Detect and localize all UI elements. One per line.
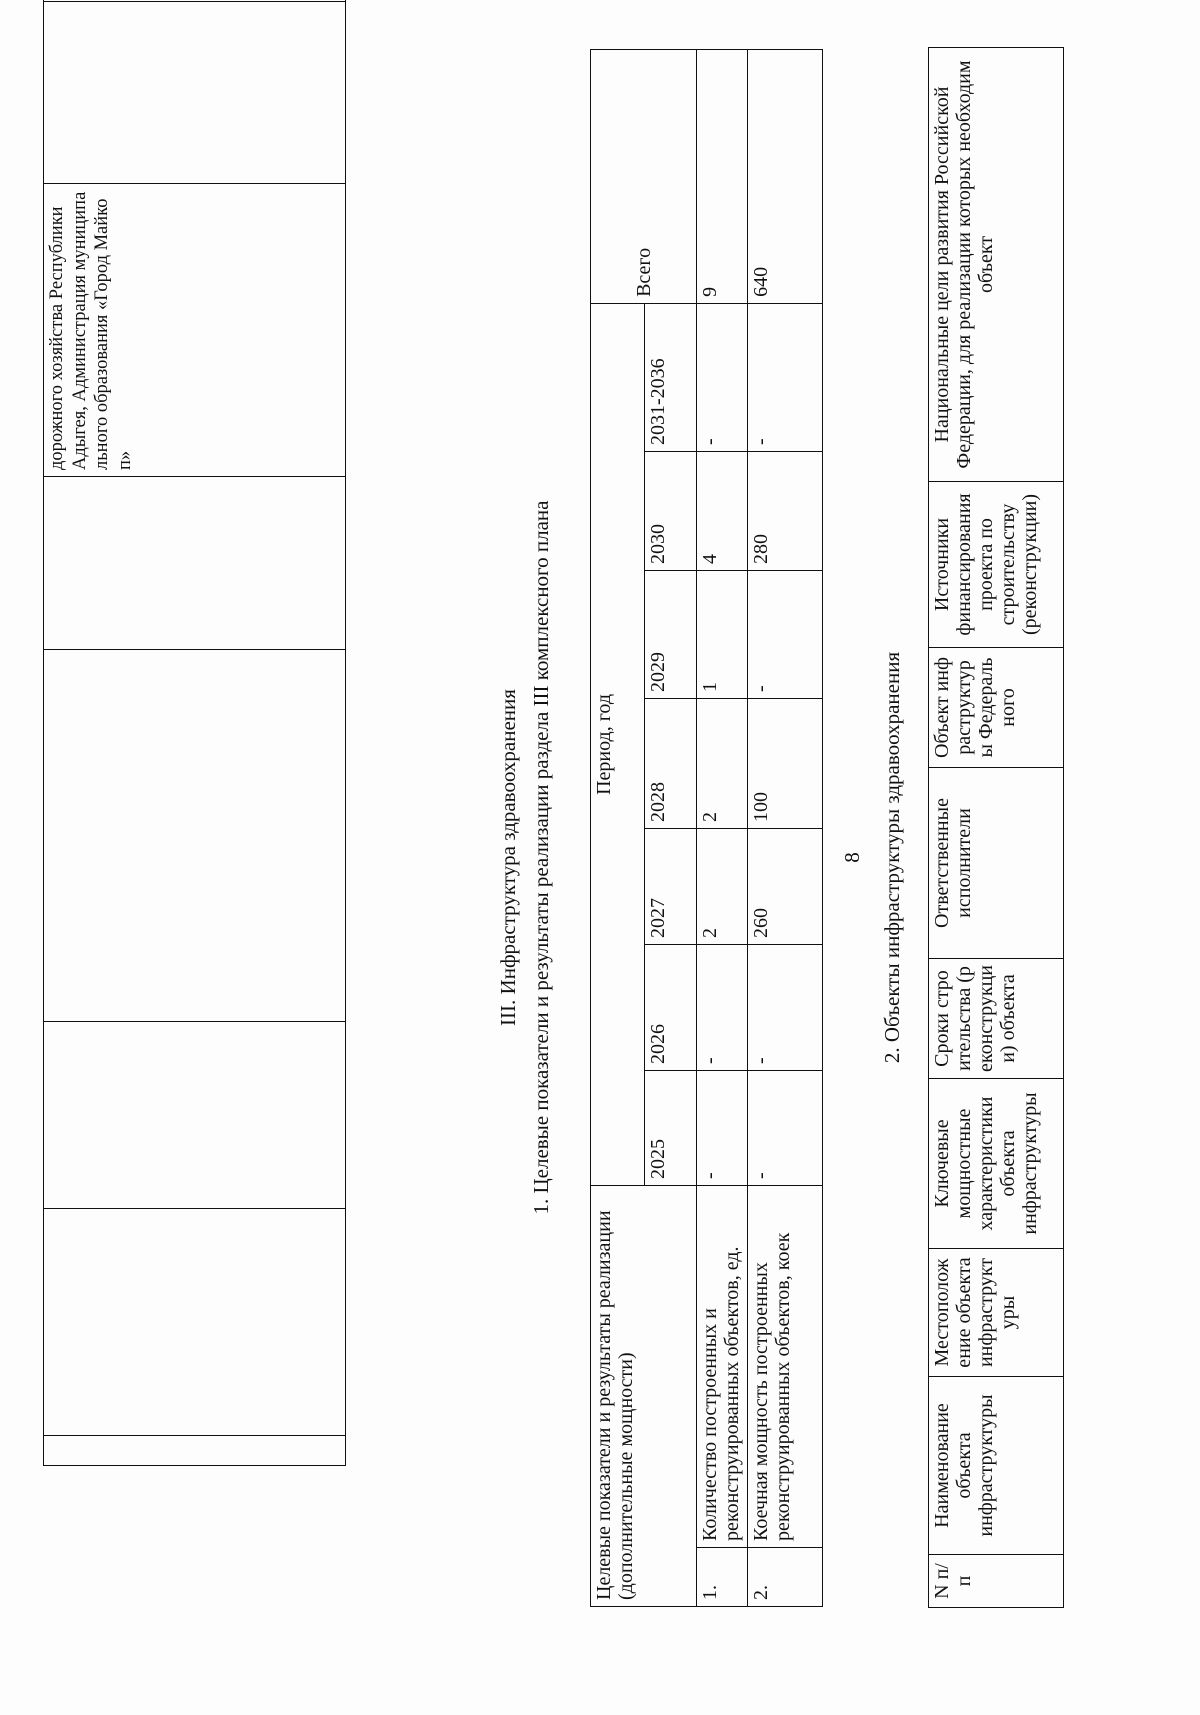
objects-table — [928, 47, 1064, 1608]
objects-header-responsible: Ответственные исполнители — [929, 768, 1064, 959]
year-header: 2030 — [645, 451, 697, 570]
indicator-header-label: Целевые показатели и результаты реализации (дополнительные мощности) — [593, 1210, 637, 1600]
row-total: 640 — [748, 49, 823, 303]
section-subtitle: 1. Целевые показатели и результаты реализации раздела III комплексного плана — [529, 500, 553, 1215]
row-value: 280 — [748, 451, 823, 570]
objects-section-title: 2. Объекты инфраструктуры здравоохранения — [880, 651, 904, 1064]
year-header: 2027 — [645, 828, 697, 944]
row-value: 2 — [697, 828, 748, 944]
row-value: - — [748, 303, 823, 451]
section-title: III. Инфраструктура здравоохранения — [496, 689, 520, 1026]
row-value: 1 — [697, 570, 748, 698]
continuation-cell — [44, 0, 346, 2]
page-number: 8 — [840, 852, 864, 863]
responsible-text: дорожного хозяйства Республики Адыгея, Администрация муниципального образования «Город Майкоп» — [47, 191, 135, 470]
continuation-cell — [44, 1436, 346, 1466]
total-header — [591, 49, 697, 303]
year-header: 2026 — [645, 944, 697, 1070]
row-value: - — [697, 1070, 748, 1185]
row-name: Коечная мощность построенных реконструированных объектов, коек — [748, 1185, 823, 1547]
objects-header-name: Наименование объекта инфраструктуры — [929, 1377, 1064, 1555]
row-number: 2. — [748, 1548, 823, 1607]
row-number: 1. — [697, 1548, 748, 1607]
row-value: 2 — [697, 698, 748, 828]
year-header: 2031-2036 — [645, 303, 697, 451]
total-label: Всего — [632, 247, 655, 297]
row-total: 9 — [697, 49, 748, 303]
row-value: - — [748, 944, 823, 1070]
objects-header-num: N п/п — [929, 1555, 1064, 1608]
continuation-table — [43, 0, 346, 1466]
continuation-cell — [44, 2, 346, 184]
objects-header-financing: Источники финансирования проекта по строительству (реконструкции) — [929, 482, 1064, 648]
objects-header-federal: Объект инфраструктуры Федерального — [929, 648, 1064, 768]
objects-header-capacity: Ключевые мощностные характеристики объекта инфраструктуры — [929, 1079, 1064, 1249]
row-value: 100 — [748, 698, 823, 828]
table-row — [697, 49, 748, 1606]
objects-header-terms: Сроки строительства (реконструкции) объекта — [929, 959, 1064, 1079]
row-name: Количество построенных и реконструированных объектов, ед. — [697, 1185, 748, 1547]
year-header: 2028 — [645, 698, 697, 828]
continuation-cell — [44, 1022, 346, 1209]
row-value: - — [697, 303, 748, 451]
year-header: 2025 — [645, 1070, 697, 1185]
responsible-cell — [44, 184, 346, 477]
indicator-header — [591, 1185, 697, 1606]
continuation-cell — [44, 650, 346, 1022]
continuation-cell — [44, 477, 346, 650]
objects-header-goals: Национальные цели развития Российской Федерации, для реализации которых необходим объект — [929, 48, 1064, 482]
row-value: - — [748, 1070, 823, 1185]
row-value: 4 — [697, 451, 748, 570]
year-header: 2029 — [645, 570, 697, 698]
table-row — [748, 49, 823, 1606]
row-value: - — [697, 944, 748, 1070]
continuation-cell — [44, 1209, 346, 1436]
indicators-table — [590, 49, 823, 1607]
period-label: Период, год — [593, 693, 615, 795]
row-value: - — [748, 570, 823, 698]
period-header — [591, 303, 645, 1185]
row-value: 260 — [748, 828, 823, 944]
objects-header-location: Местоположение объекта инфраструктуры — [929, 1249, 1064, 1377]
